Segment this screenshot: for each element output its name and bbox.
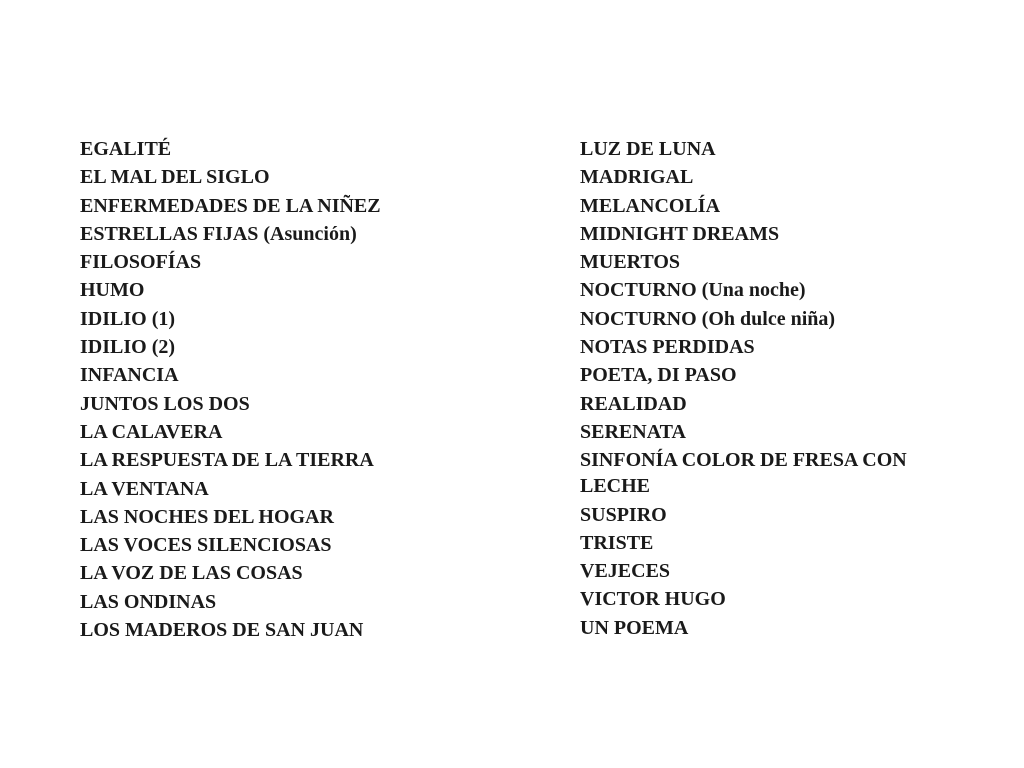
list-item: NOCTURNO (Oh dulce niña): [580, 307, 836, 330]
index-list-right: [580, 136, 950, 643]
list-item: MELANCOLÍA: [580, 194, 721, 217]
list-item: EL MAL DEL SIGLO: [80, 166, 270, 189]
list-item: INFANCIA: [80, 364, 179, 387]
list-item: LA CALAVERA: [80, 420, 223, 443]
list-item: LA VENTANA: [80, 477, 209, 500]
list-item: SERENATA: [580, 420, 686, 443]
list-item: IDILIO (1): [80, 307, 176, 330]
list-item: LAS NOCHES DEL HOGAR: [80, 505, 334, 528]
list-item: HUMO: [80, 279, 145, 302]
list-item: TRISTE: [580, 531, 654, 554]
list-item: FILOSOFÍAS: [80, 251, 202, 274]
list-item: LOS MADEROS DE SAN JUAN: [80, 619, 364, 642]
list-item: EGALITÉ: [80, 138, 172, 160]
list-item: LAS ONDINAS: [80, 590, 217, 613]
list-item: MADRIGAL: [580, 166, 694, 189]
list-item: NOCTURNO (Una noche): [580, 279, 806, 302]
list-item: MUERTOS: [580, 251, 681, 274]
list-item: SUSPIRO: [580, 503, 667, 526]
list-item: LA RESPUESTA DE LA TIERRA: [80, 449, 374, 472]
list-item: IDILIO (2): [80, 336, 176, 359]
list-item: POETA, DI PASO: [580, 364, 737, 387]
list-item: NOTAS PERDIDAS: [580, 336, 755, 359]
list-item: LUZ DE LUNA: [580, 138, 716, 160]
list-item: JUNTOS LOS DOS: [80, 392, 250, 415]
list-item: REALIDAD: [580, 392, 687, 415]
list-item: LA VOZ DE LAS COSAS: [80, 562, 303, 585]
list-item: UN POEMA: [580, 616, 689, 639]
list-item: ESTRELLAS FIJAS (Asunción): [80, 222, 357, 245]
index-list-left: [80, 136, 520, 645]
list-item: MIDNIGHT DREAMS: [580, 222, 780, 245]
list-item: LAS VOCES SILENCIOSAS: [80, 534, 332, 557]
list-item: ENFERMEDADES DE LA NIÑEZ: [80, 194, 381, 217]
list-item: SINFONÍA COLOR DE FRESA CON LECHE: [580, 449, 907, 498]
list-item: VICTOR HUGO: [580, 588, 726, 611]
list-item: VEJECES: [580, 560, 671, 583]
